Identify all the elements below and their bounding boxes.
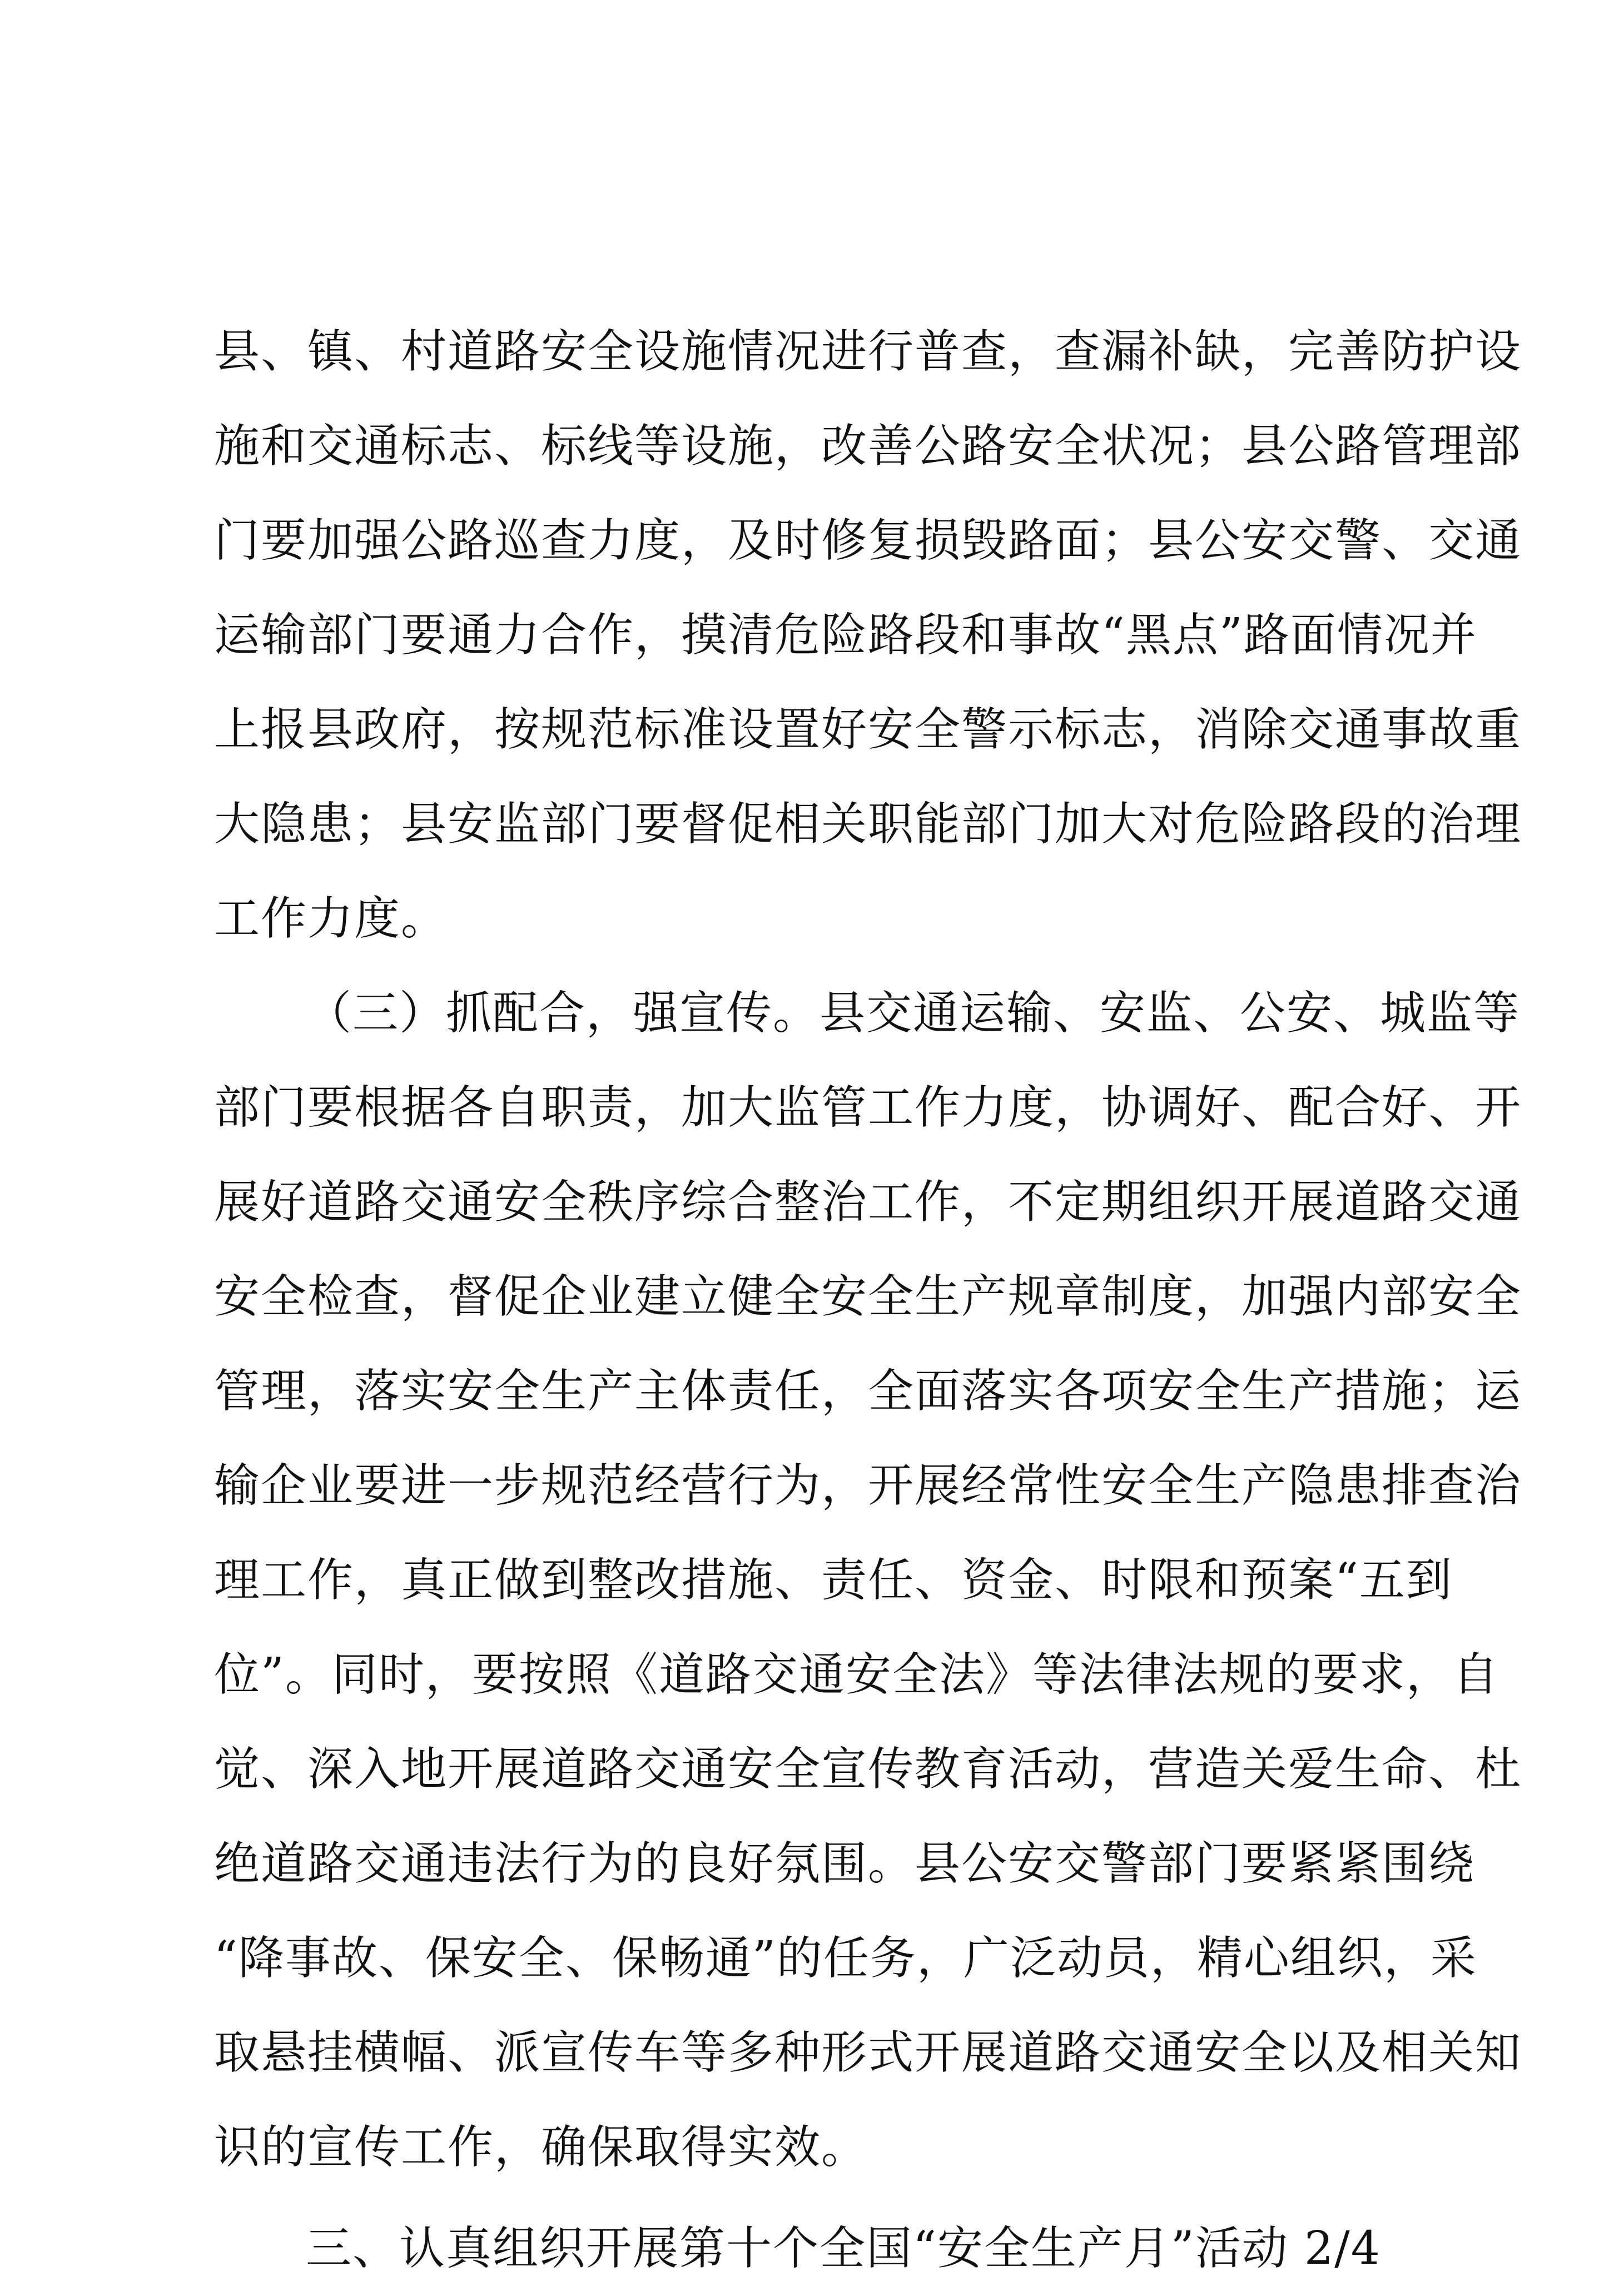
- text-line: 取悬挂横幅、派宣传车等多种形式开展道路交通安全以及相关知: [214, 2026, 1522, 2079]
- text-line: “降事故、保安全、保畅通”的任务，广泛动员，精心组织，采: [214, 1932, 1477, 1985]
- text-line: 识的宣传工作，确保取得实效。: [214, 2121, 868, 2174]
- text-line: 展好道路交通安全秩序综合整治工作，不定期组织开展道路交通: [214, 1176, 1522, 1229]
- text-line: 部门要根据各自职责，加大监管工作力度，协调好、配合好、开: [214, 1081, 1522, 1134]
- text-line: 位”。同时，要按照《道路交通安全法》等法律法规的要求，自: [214, 1648, 1499, 1701]
- text-line: 门要加强公路巡查力度，及时修复损毁路面；县公安交警、交通: [214, 514, 1522, 567]
- text-line: 工作力度。: [214, 892, 448, 945]
- text-line: 理工作，真正做到整改措施、责任、资金、时限和预案“五到: [214, 1554, 1453, 1607]
- text-line: 大隐患；县安监部门要督促相关职能部门加大对危险路段的治理: [214, 798, 1522, 851]
- text-line: 管理，落实安全生产主体责任，全面落实各项安全生产措施；运: [214, 1365, 1522, 1418]
- paragraph-heading-line: （三）抓配合，强宣传。县交通运输、安监、公安、城监等: [306, 987, 1521, 1040]
- text-line: 县、镇、村道路安全设施情况进行普查，查漏补缺，完善防护设: [214, 325, 1522, 378]
- text-line: 绝道路交通违法行为的良好氛围。县公安交警部门要紧紧围绕: [214, 1837, 1476, 1890]
- text-line: 施和交通标志、标线等设施，改善公路安全状况；县公路管理部: [214, 420, 1522, 473]
- section-heading-line: 三、认真组织开展第十个全国“安全生产月”活动 2/4: [306, 2222, 1381, 2275]
- text-line: 运输部门要通力合作，摸清危险路段和事故“黑点”路面情况并: [214, 609, 1477, 662]
- text-line: 上报县政府，按规范标准设置好安全警示标志，消除交通事故重: [214, 703, 1522, 756]
- text-line: 安全检查，督促企业建立健全安全生产规章制度，加强内部安全: [214, 1270, 1522, 1323]
- text-line: 觉、深入地开展道路交通安全宣传教育活动，营造关爱生命、杜: [214, 1743, 1522, 1796]
- text-line: 输企业要进一步规范经营行为，开展经常性安全生产隐患排查治: [214, 1459, 1522, 1512]
